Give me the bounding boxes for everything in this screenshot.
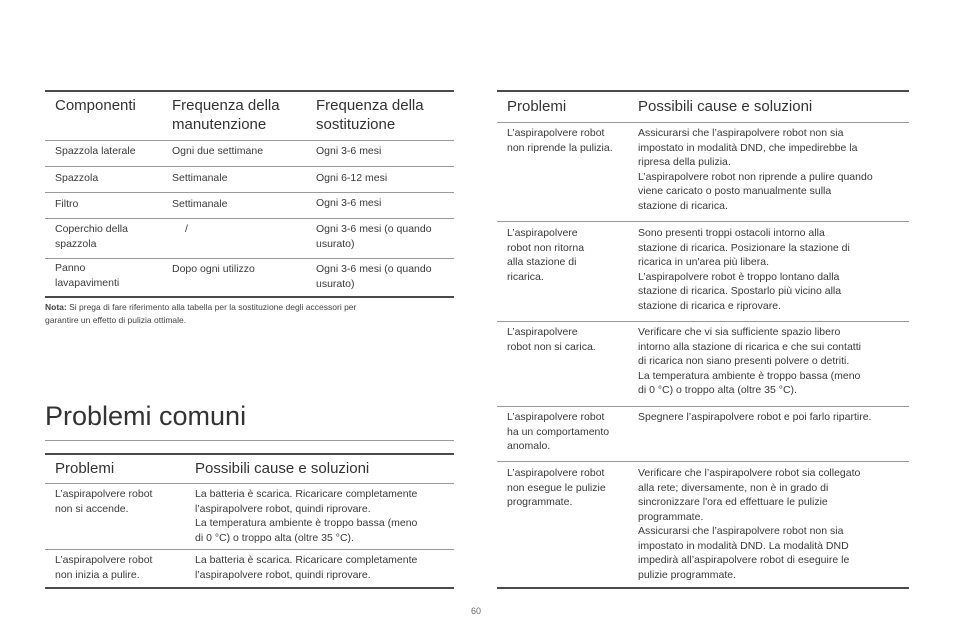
row-rule [45,258,454,259]
header-problemi: Problemi [55,460,115,477]
header-cause-soluzioni: Possibili cause e soluzioni [638,98,813,115]
header-frequenza-manutenzione: Frequenza della manutenzione [172,97,280,133]
maintenance-note [45,301,465,327]
table-top-rule [497,90,909,92]
row-rule [45,218,454,219]
cell-maintenance: Ogni due settimane [172,145,264,157]
header-problemi: Problemi [507,98,567,115]
cell-problem: L’aspirapolvere robot non ritorna alla stazione di ricarica. [507,227,585,283]
table-bottom-rule [45,587,454,589]
header-frequenza-sostituzione: Frequenza della sostituzione [316,97,424,133]
header-rule [45,483,454,484]
cell-solution: Verificare che vi sia sufficiente spazio libero intorno alla stazione di ricarica e che sui contatti di ricarica non siano presenti polvere o detriti. La temperatura ambiente è troppo bassa (meno di 0 °C) o troppo alta (oltre 35 °C). [638,326,861,396]
section-title: Problemi comuni [45,401,247,431]
header-rule [45,140,454,141]
row-rule [497,321,909,322]
row-rule [45,192,454,193]
row-rule [497,461,909,462]
cell-component: Filtro [55,198,79,210]
header-componenti: Componenti [55,97,136,114]
cell-problem: L’aspirapolvere robot ha un comportamento anomalo. [507,411,610,452]
cell-replacement: Ogni 3-6 mesi [316,197,382,209]
row-rule [497,406,909,407]
cell-maintenance: / [185,223,188,235]
cell-solution: La batteria è scarica. Ricaricare completamente l’aspirapolvere robot, quindi riprovare. [195,554,418,581]
note-text: Si prega di fare riferimento alla tabella per la sostituzione degli accessori per garantire un effetto di pulizia ottimale. [45,302,357,325]
cell-solution: Verificare che l’aspirapolvere robot sia collegato alla rete; diversamente, non è in grado di sincronizzare l'ora ed effettuare le pulizie programmate. Assicurarsi che l’aspirapolvere robot non sia impostato in modalità DND. La modalità DND impedirà all’aspirapolvere robot di eseguire le pulizie programmate. [638,467,861,581]
cell-maintenance: Settimanale [172,172,228,184]
cell-problem: L’aspirapolvere robot non esegue le pulizie programmate. [507,467,606,508]
cell-solution: La batteria è scarica. Ricaricare completamente l’aspirapolvere robot, quindi riprovare. La temperatura ambiente è troppo bassa (meno di 0 °C) o troppo alta (oltre 35 °C). [195,488,418,544]
cell-problem: L’aspirapolvere robot non riprende la pulizia. [507,127,613,154]
title-rule [45,440,454,441]
cell-solution: Assicurarsi che l’aspirapolvere robot non sia impostato in modalità DND, che impedirebbe la ripresa della pulizia. L’aspirapolvere robot non riprende a pulire quando viene caricato o posto manualmente sulla stazione di ricarica. [638,127,873,212]
cell-component: Panno lavapavimenti [55,262,120,289]
cell-solution: Spegnere l’aspirapolvere robot e poi farlo ripartire. [638,411,872,423]
row-rule [45,166,454,167]
cell-maintenance: Settimanale [172,198,228,210]
row-rule [497,221,909,222]
cell-component: Spazzola laterale [55,145,136,157]
cell-maintenance: Dopo ogni utilizzo [172,263,255,275]
cell-problem: L’aspirapolvere robot non si carica. [507,326,596,353]
note-label: Nota: [45,302,67,312]
header-cause-soluzioni: Possibili cause e soluzioni [195,460,370,477]
cell-component: Spazzola [55,172,99,184]
cell-component: Coperchio della spazzola [55,223,128,250]
table-bottom-rule [45,296,454,298]
page-number: 60 [471,606,482,616]
header-rule [497,122,909,123]
cell-replacement: Ogni 3-6 mesi (o quando usurato) [316,263,432,290]
cell-replacement: Ogni 3-6 mesi (o quando usurato) [316,223,432,250]
table-top-rule [45,90,454,92]
cell-replacement: Ogni 6-12 mesi [316,172,388,184]
table-top-rule [45,453,454,455]
cell-solution: Sono presenti troppi ostacoli intorno alla stazione di ricarica. Posizionare la stazione di ricarica in un'area più libera. L’aspirapolvere robot è troppo lontano dalla stazione di ricarica. Spostarlo più vicino alla stazione di ricarica e riprovare. [638,227,850,312]
cell-problem: L’aspirapolvere robot non inizia a pulire. [55,554,153,581]
cell-problem: L’aspirapolvere robot non si accende. [55,488,153,515]
row-rule [45,549,454,550]
table-bottom-rule [497,587,909,589]
cell-replacement: Ogni 3-6 mesi [316,145,382,157]
